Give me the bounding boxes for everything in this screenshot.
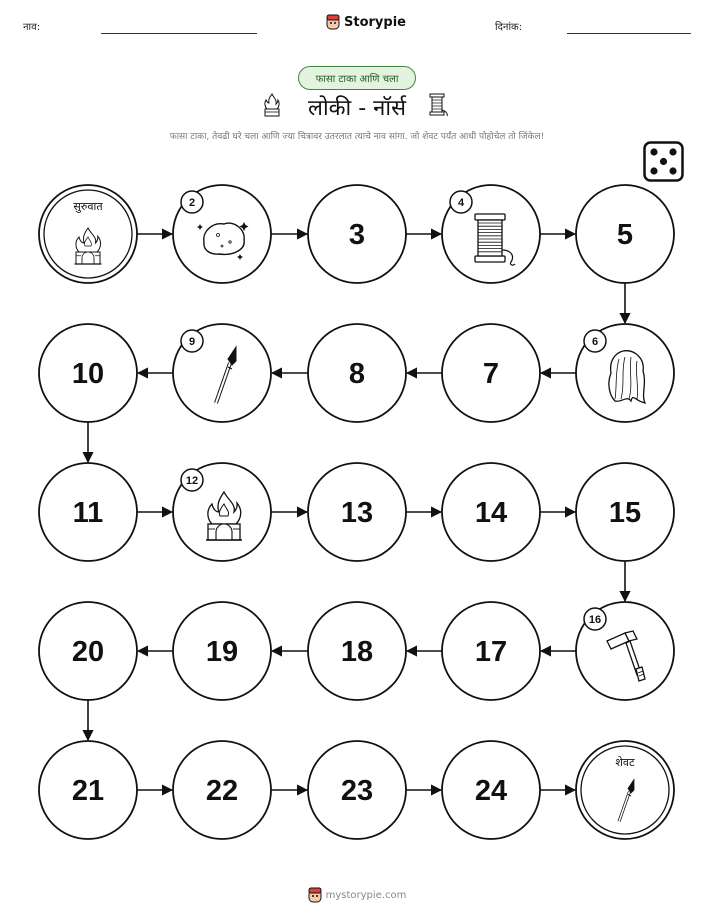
space-number: 13 [340, 497, 374, 529]
page-title: लोकी - नॉर्स [308, 96, 406, 121]
space-number: 15 [608, 497, 642, 529]
number-badge-text: 2 [188, 197, 196, 209]
number-badge-text: 6 [591, 336, 599, 348]
space-number: 21 [71, 775, 105, 807]
space-number: 24 [474, 775, 508, 807]
space-number: 5 [616, 219, 634, 251]
number-badge-text: 12 [185, 475, 199, 487]
board-space-18 [308, 602, 406, 700]
board-space-11 [39, 463, 137, 561]
board-space-20 [39, 602, 137, 700]
board-space-12 [173, 463, 271, 561]
board-cells [39, 185, 674, 839]
board-space-24 [442, 741, 540, 839]
number-badge-text: 9 [188, 336, 196, 348]
space-number: 19 [205, 636, 239, 668]
board-space-9 [173, 324, 271, 422]
brand-name: Storypie [344, 14, 406, 30]
board-space-8 [308, 324, 406, 422]
space-number: 8 [348, 358, 366, 390]
number-badge-text: 16 [588, 614, 602, 626]
footer-site: mystorypie.com [325, 889, 407, 901]
game-type-badge: फासा टाका आणि चला [298, 66, 416, 90]
number-badge-text: 4 [457, 197, 465, 209]
hair-icon [609, 351, 645, 403]
board-space-15 [576, 463, 674, 561]
space-number: 11 [72, 497, 104, 529]
name-label: नाव: [23, 22, 41, 33]
footer [0, 887, 714, 903]
board-space-4 [442, 185, 540, 283]
space-number: 23 [340, 775, 374, 807]
date-label: दिनांक: [495, 22, 523, 33]
space-number: 20 [71, 636, 105, 668]
mascot-icon [308, 887, 322, 903]
instructions: फासा टाका, तेवढी घरे चला आणि ज्या चित्रावर उतरलात त्याचे नाव सांगा. जो शेवट पर्यंत आधी पोहोचेल तो जिंकेल! [169, 132, 545, 142]
space-number: 22 [205, 775, 239, 807]
end-space [576, 741, 674, 839]
board-space-17 [442, 602, 540, 700]
space-number: 10 [71, 358, 105, 390]
board-space-7 [442, 324, 540, 422]
board-space-19 [173, 602, 271, 700]
space-number: 7 [482, 358, 500, 390]
board-space-22 [173, 741, 271, 839]
board-space-13 [308, 463, 406, 561]
board-space-5 [576, 185, 674, 283]
board-space-14 [442, 463, 540, 561]
space-number: 18 [340, 636, 374, 668]
start-label: सुरुवात [73, 200, 103, 213]
board-space-2 [173, 185, 271, 283]
board-space-6 [576, 324, 674, 422]
board-space-10 [39, 324, 137, 422]
board-space-16 [576, 602, 674, 700]
board-space-3 [308, 185, 406, 283]
space-number: 3 [348, 219, 366, 251]
start-space [39, 185, 137, 283]
space-number: 17 [474, 636, 508, 668]
space-number: 14 [474, 497, 508, 529]
end-label: शेवट [615, 756, 635, 769]
board-space-21 [39, 741, 137, 839]
board-space-23 [308, 741, 406, 839]
